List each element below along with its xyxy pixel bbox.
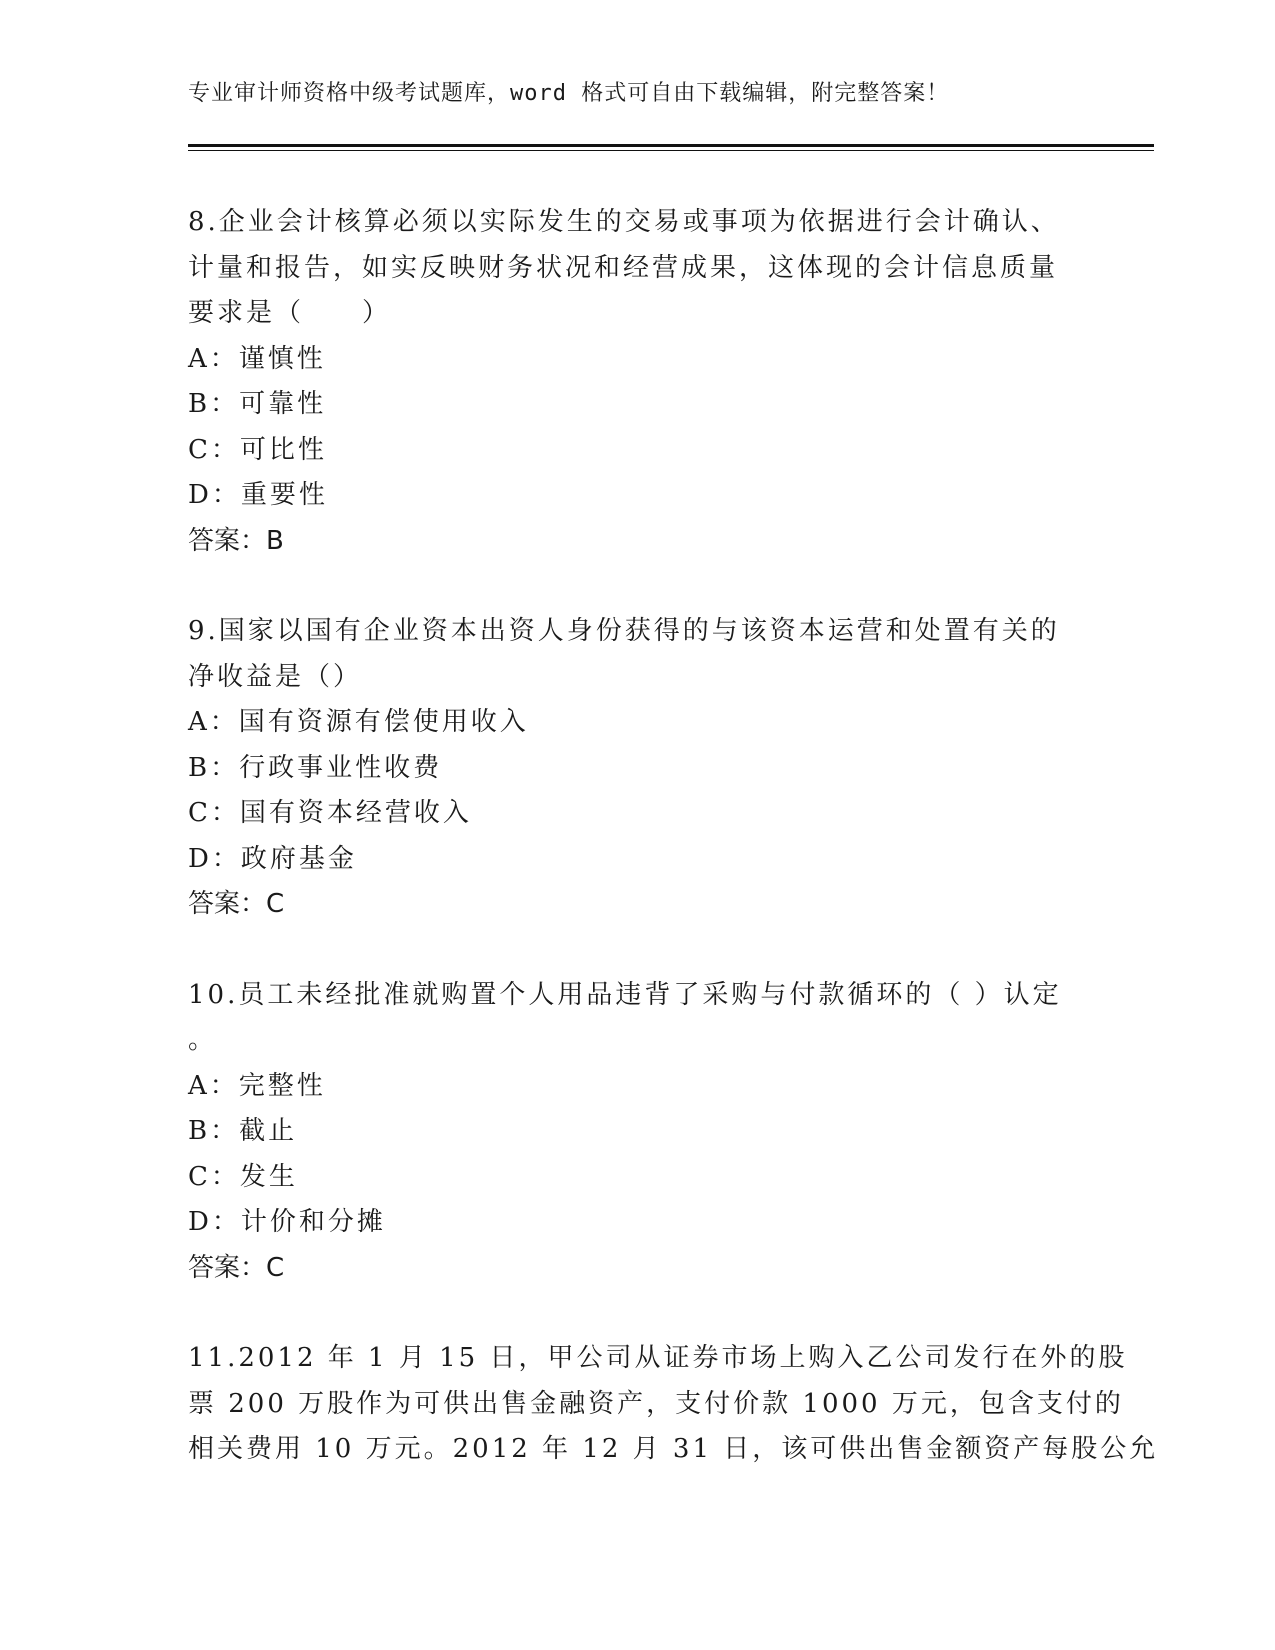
header-rule-thin [188,150,1154,151]
option-a: A：国有资源有偿使用收入 [188,707,529,737]
option-b: B：行政事业性收费 [188,752,443,783]
question-stem: 9.国家以国有企业资本出资人身份获得的与该资本运营和处置有关的 [188,616,1060,646]
option-d: D：计价和分摊 [188,1207,386,1237]
question-stem: 8.企业会计核算必须以实际发生的交易或事项为依据进行会计确认、 [188,207,1060,237]
question-10 [188,973,1088,1292]
question-11 [188,1336,1159,1473]
question-stem: 11.2012 年 1 月 15 日，甲公司从证券市场上购入乙公司发行在外的股 [188,1343,1128,1373]
question-8 [188,200,1088,564]
question-list [188,200,1159,1473]
option-d: D：重要性 [188,480,328,510]
spacer [188,1291,1088,1336]
spacer [188,564,1088,609]
question-stem: 10.员工未经批准就购置个人用品违背了采购与付款循环的（ ）认定 [188,979,1062,1010]
header-rule [188,144,1154,147]
spacer [188,928,1088,973]
option-c: C：可比性 [188,434,327,465]
question-stem: 票 200 万股作为可供出售金融资产，支付价款 1000 万元，包含支付的 [188,1388,1124,1419]
question-9 [188,609,1088,928]
question-stem: 要求是（ ） [188,298,392,328]
answer: 答案：B [188,525,284,556]
option-b: B：可靠性 [188,389,327,419]
question-stem: 。 [188,1025,218,1055]
option-c: C：国有资本经营收入 [188,798,472,828]
option-d: D：政府基金 [188,843,357,874]
option-a: A：完整性 [188,1070,326,1101]
answer: 答案：C [188,889,285,919]
option-b: B：截止 [188,1116,298,1146]
option-c: C：发生 [188,1161,298,1192]
answer: 答案：C [188,1252,285,1283]
question-stem: 计量和报告，如实反映财务状况和经营成果，这体现的会计信息质量 [188,252,1059,283]
question-stem: 净收益是（） [188,661,363,692]
question-stem: 相关费用 10 万元。2012 年 12 月 31 日，该可供出售金额资产每股公允 [188,1434,1159,1464]
page-header: 专业审计师资格中级考试题库，word 格式可自由下载编辑，附完整答案！ [188,81,950,106]
option-a: A：谨慎性 [188,343,326,374]
